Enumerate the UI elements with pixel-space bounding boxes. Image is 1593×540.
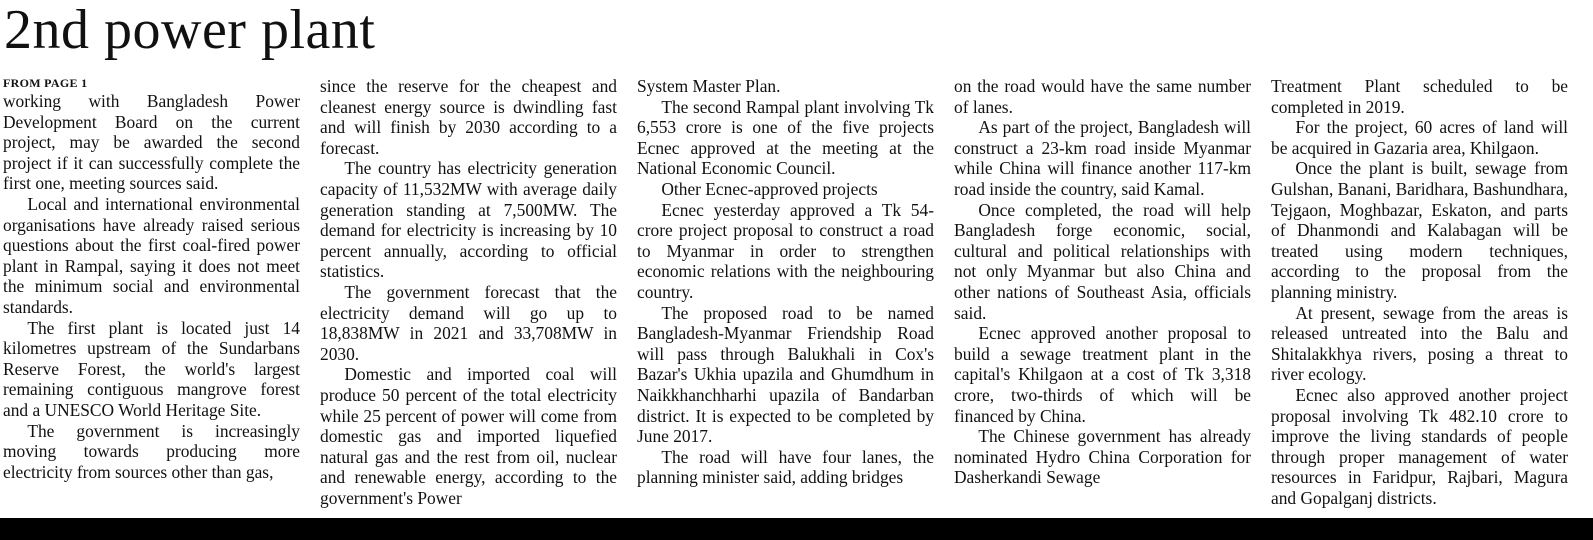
article-column-2: [320, 76, 617, 516]
paragraph: As part of the project, Bangladesh will construct a 23-km road inside Myanmar while China will finance another 117-km road inside the country, said Kamal.: [954, 117, 1251, 199]
paragraph: System Master Plan.: [637, 76, 781, 96]
paragraph: on the road would have the same number of lanes.: [954, 76, 1251, 117]
article-columns: [3, 76, 1590, 516]
paragraph: since the reserve for the cheapest and cleanest energy source is dwindling fast and will finish by 2030 according to a forecast.: [320, 76, 617, 158]
subheading: Other Ecnec-approved projects: [661, 178, 878, 199]
jump-label: FROM PAGE 1: [3, 76, 88, 90]
article-column-4: [954, 76, 1251, 516]
paragraph: The first plant is located just 14 kilometres upstream of the Sundarbans Reserve Forest, the world's largest remaining contiguous mangrove forest and a UNESCO World Heritage Site.: [3, 317, 300, 420]
paragraph: working with Bangladesh Power Development Board on the current project, may be awarded the second project if it can successfully complete the first one, meeting sources said.: [3, 91, 300, 194]
paragraph: Ecnec approved another proposal to build a sewage treatment plant in the capital's Khilgaon at a cost of Tk 3,318 crore, two-thirds of which will be financed by China.: [954, 323, 1251, 426]
paragraph: Domestic and imported coal will produce 50 percent of the total electricity while 25 percent of power will come from domestic gas and imported liquefied natural gas and the rest from oil, nuclear and renewable energy, according to the government's Power: [320, 364, 617, 508]
article-column-5: [1271, 76, 1568, 516]
paragraph: Once completed, the road will help Bangladesh forge economic, social, cultural and political relationships with not only Myanmar but also China and other nations of Southeast Asia, officials said.: [954, 199, 1251, 323]
article-column-3: [637, 76, 934, 516]
paragraph: Ecnec yesterday approved a Tk 54-crore project proposal to construct a road to Myanmar in order to strengthen economic relations with the neighbouring country.: [637, 199, 934, 302]
paragraph: For the project, 60 acres of land will be acquired in Gazaria area, Khilgaon.: [1271, 117, 1568, 158]
paragraph: The government forecast that the electricity demand will go up to 18,838MW in 2021 and 33,708MW in 2030.: [320, 281, 617, 364]
paragraph: The second Rampal plant involving Tk 6,553 crore is one of the five projects Ecnec approved at the meeting at the National Economic Council.: [637, 96, 934, 179]
article-column-1: [3, 76, 300, 516]
paragraph: The Chinese government has already nominated Hydro China Corporation for Dasherkandi Sewage: [954, 426, 1251, 488]
bottom-edge-bar: [0, 518, 1593, 540]
paragraph: At present, sewage from the areas is released untreated into the Balu and Shitalakkhya rivers, posing a threat to river ecology.: [1271, 302, 1568, 385]
paragraph: The road will have four lanes, the planning minister said, adding bridges: [637, 446, 934, 488]
paragraph: The country has electricity generation capacity of 11,532MW with average daily generation standing at 7,500MW. The demand for electricity is increasing by 10 percent annually, according to official statistics.: [320, 158, 617, 282]
paragraph: The government is increasingly moving towards producing more electricity from sources other than gas,: [3, 420, 300, 482]
paragraph: Ecnec also approved another project proposal involving Tk 482.10 crore to improve the living standards of people through proper management of water resources in Faridpur, Rajbari, Magura and Gopalganj districts.: [1271, 384, 1568, 508]
paragraph: The proposed road to be named Bangladesh-Myanmar Friendship Road will pass through Balukhali in Cox's Bazar's Ukhia upazila and Ghumdhum in Naikkhanchharhi upazila of Bandarban district. It is expected to be completed by June 2017.: [637, 302, 934, 447]
paragraph: Local and international environmental organisations have already raised serious questions about the first coal-fired power plant in Rampal, saying it does not meet the minimum social and environmental standards.: [3, 193, 300, 317]
headline: 2nd power plant: [4, 0, 376, 61]
paragraph: Once the plant is built, sewage from Gulshan, Banani, Baridhara, Bashundhara, Tejgaon, Moghbazar, Eskaton, and parts of Dhanmondi and Kalabagan will be treated using modern techniques, according to the proposal from the planning ministry.: [1271, 158, 1568, 302]
paragraph: Treatment Plant scheduled to be completed in 2019.: [1271, 76, 1568, 117]
